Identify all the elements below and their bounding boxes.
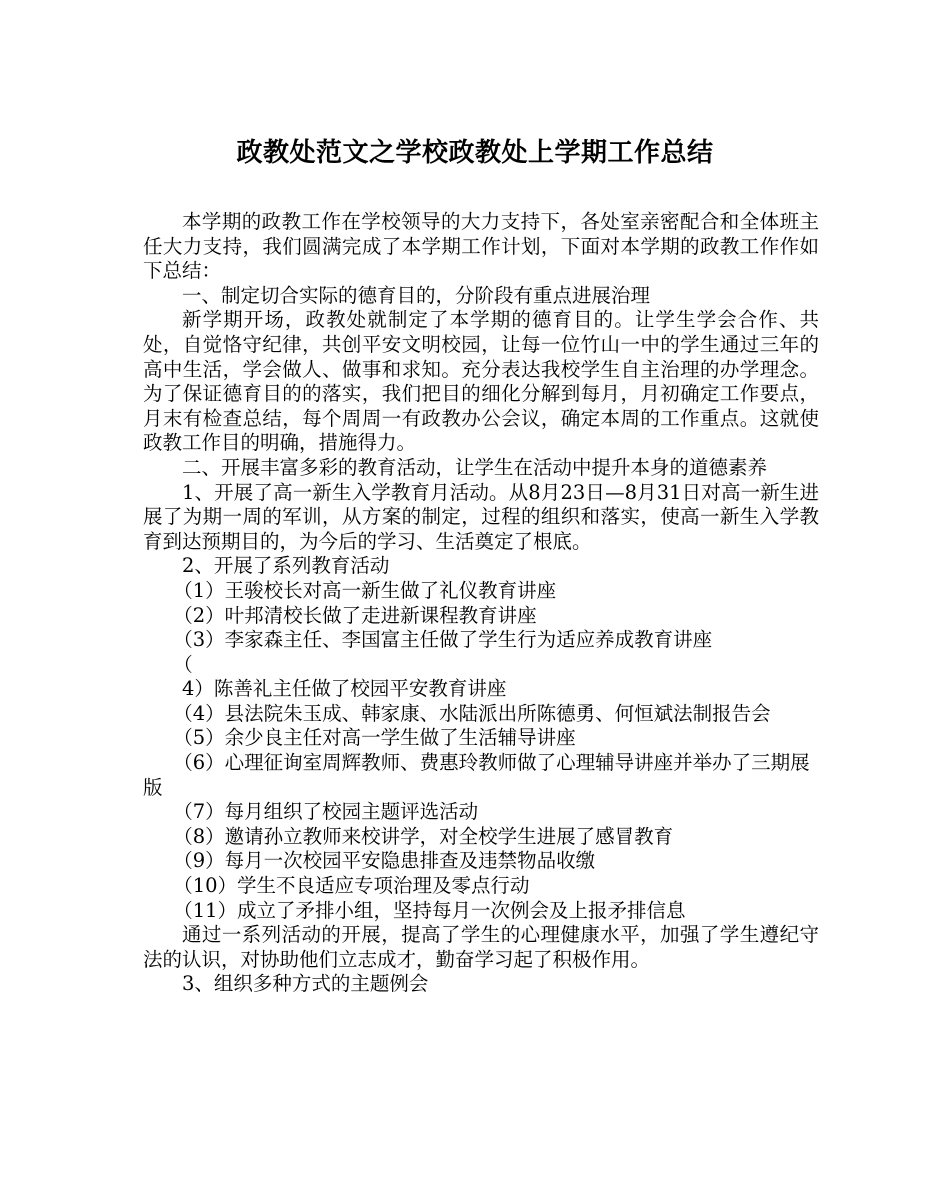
activity-item: （2）叶邦清校长做了走进新课程教育讲座: [173, 603, 537, 627]
activity-item: （6）心理征询室周辉教师、费惠玲教师做了心理辅导讲座并举办了三期展版: [143, 751, 810, 799]
activity-item: （10）学生不良适应专项治理及零点行动: [173, 874, 530, 898]
document-title: 政教处范文之学校政教处上学期工作总结: [236, 138, 714, 168]
closing-paragraph: 通过一系列活动的开展，提高了学生的心理健康水平，加强了学生遵纪守法的认识，对协助他们立志成才，勤奋学习起了积极作用。: [143, 923, 819, 971]
activity-item: （9）每月一次校园平安隐患排查及违禁物品收缴: [173, 849, 596, 873]
document-body: [143, 210, 819, 997]
item-2-heading: 2、开展了系列教育活动: [182, 554, 390, 578]
intro-paragraph: 本学期的政教工作在学校领导的大力支持下，各处室亲密配合和全体班主任大力支持，我们圆满完成了本学期工作计划，下面对本学期的政教工作作如下总结：: [143, 210, 819, 283]
activity-item: （7）每月组织了校园主题评选活动: [173, 800, 479, 824]
section-heading-1: 一、制定切合实际的德育目的，分阶段有重点进展治理: [182, 283, 651, 307]
activity-item: 4）陈善礼主任做了校园平安教育讲座: [182, 677, 507, 701]
activity-item: （: [173, 652, 193, 676]
activity-item: （4）县法院朱玉成、韩家康、水陆派出所陈德勇、何恒斌法制报告会: [173, 701, 771, 725]
activity-item: （8）邀请孙立教师来校讲学，对全校学生进展了感冒教育: [173, 824, 674, 848]
section-heading-2: 二、开展丰富多彩的教育活动，让学生在活动中提升本身的道德素养: [182, 455, 768, 479]
item-1-paragraph: 1、开展了高一新生入学教育月活动。从8月23日—8月31日对高一新生进展了为期一周的军训，从方案的制定，过程的组织和落实，使高一新生入学教育到达预期目的，为今后的学习、生活奠定了根底。: [143, 480, 819, 553]
activity-item: （3）李家森主任、李国富主任做了学生行为适应养成教育讲座: [173, 628, 713, 652]
item-3-heading: 3、组织多种方式的主题例会: [182, 972, 429, 996]
activity-item: （11）成立了矛排小组，坚持每月一次例会及上报矛排信息: [173, 898, 686, 922]
activity-item: （1）王骏校长对高一新生做了礼仪教育讲座: [173, 578, 557, 602]
section-1-paragraph: 新学期开场，政教处就制定了本学期的德育目的。让学生学会合作、共处，自觉恪守纪律，共创平安文明校园，让每一位竹山一中的学生通过三年的高中生活，学会做人、做事和求知。充分表达我校学生自主治理的办学理念。为了保证德育目的的落实，我们把目的细化分解到每月，月初确定工作要点，月末有检查总结，每个周周一有政教办公会议，确定本周的工作重点。这就使政教工作目的明确，措施得力。: [143, 308, 819, 455]
activity-item: （5）余少良主任对高一学生做了生活辅导讲座: [173, 726, 576, 750]
